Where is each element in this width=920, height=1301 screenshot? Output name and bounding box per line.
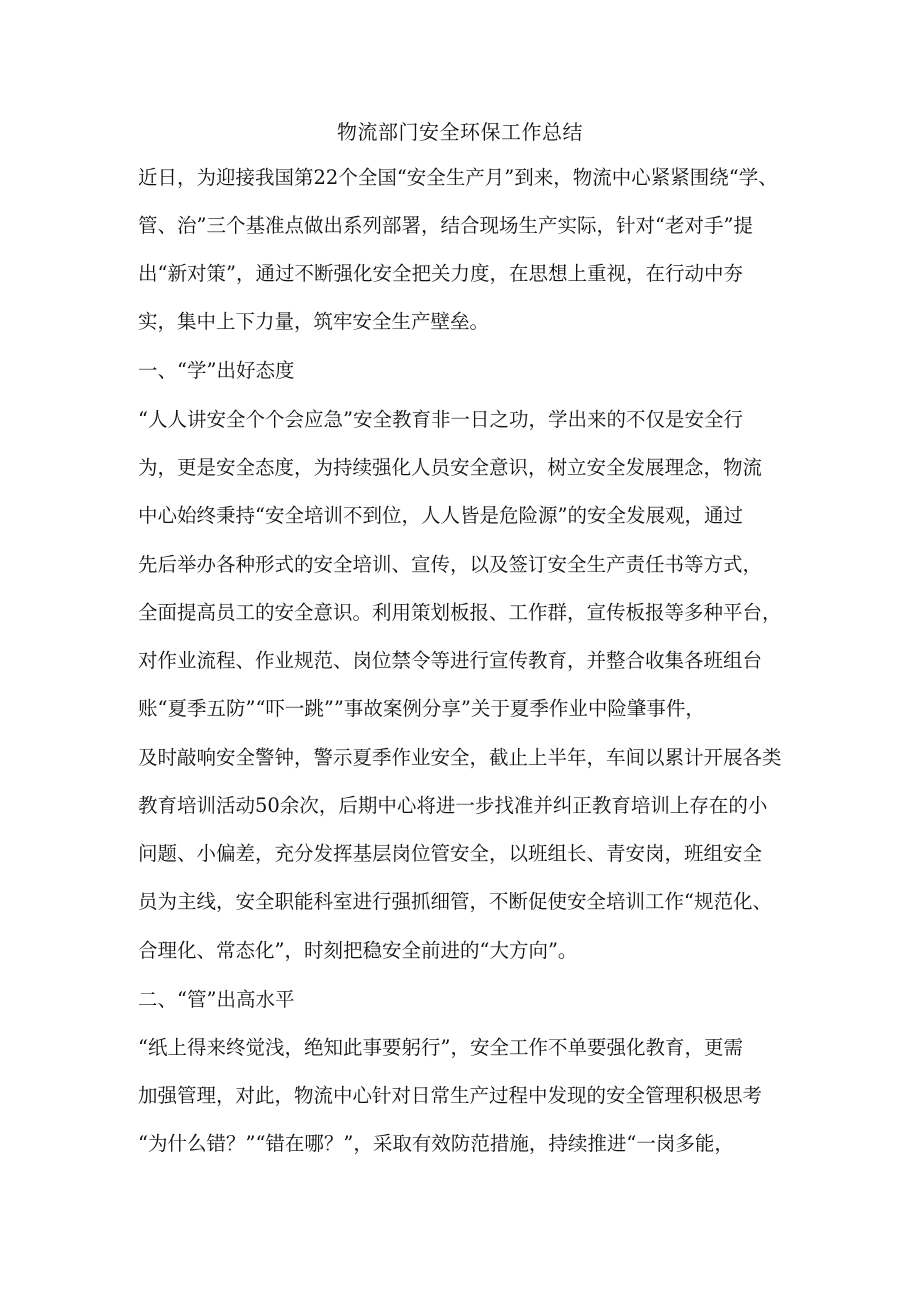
text-line-1: 近日，为迎接我国第22个全国“安全生产月”到来，物流中心紧紧围绕“学、 xyxy=(138,166,778,189)
text-line-21: “为什么错？”“错在哪？”，采取有效防范措施，持续推进“一岗多能， xyxy=(138,1132,734,1155)
text-line-3: 出“新对策”，通过不断强化安全把关力度，在思想上重视，在行动中夯 xyxy=(138,262,743,285)
text-line-6: “人人讲安全个个会应急”安全教育非一日之功，学出来的不仅是安全行 xyxy=(138,408,743,431)
text-line-14: 教育培训活动50余次，后期中心将进一步找准并纠正教育培训上存在的小 xyxy=(138,794,768,817)
text-line-19: “纸上得来终觉浅，绝知此事要躬行”，安全工作不单要强化教育，更需 xyxy=(138,1036,743,1059)
text-line-13: 及时敲响安全警钟，警示夏季作业安全，截止上半年，车间以累计开展各类 xyxy=(138,746,782,769)
text-line-4: 实，集中上下力量，筑牢安全生产壁垒。 xyxy=(138,310,490,333)
section-heading-2: 二、“管”出高水平 xyxy=(138,988,295,1011)
text-line-11: 对作业流程、作业规范、岗位禁令等进行宣传教育，并整合收集各班组台 xyxy=(138,649,763,672)
text-line-17: 合理化、常态化”，时刻把稳安全前进的“大方向”。 xyxy=(138,939,578,962)
text-line-12: 账“夏季五防”“吓一跳””事故案例分享”关于夏季作业中险肇事件， xyxy=(138,697,705,720)
text-line-2: 管、治”三个基准点做出系列部署，结合现场生产实际，针对“老对手”提 xyxy=(138,214,753,237)
document-title: 物流部门安全环保工作总结 xyxy=(337,120,583,144)
text-line-7: 为，更是安全态度，为持续强化人员安全意识，树立安全发展理念，物流 xyxy=(138,456,763,479)
text-line-10: 全面提高员工的安全意识。利用策划板报、工作群，宣传板报等多种平台， xyxy=(138,601,782,624)
text-line-15: 问题、小偏差，充分发挥基层岗位管安全，以班组长、青安岗，班组安全 xyxy=(138,842,763,865)
section-heading-1: 一、“学”出好态度 xyxy=(138,359,295,382)
text-line-16: 员为主线，安全职能科室进行强抓细管，不断促使安全培训工作“规范化、 xyxy=(138,890,772,913)
text-line-9: 先后举办各种形式的安全培训、宣传，以及签订安全生产责任书等方式， xyxy=(138,553,763,576)
text-line-8: 中心始终秉持“安全培训不到位，人人皆是危险源”的安全发展观，通过 xyxy=(138,504,743,527)
text-line-20: 加强管理，对此，物流中心针对日常生产过程中发现的安全管理积极思考 xyxy=(138,1084,763,1107)
